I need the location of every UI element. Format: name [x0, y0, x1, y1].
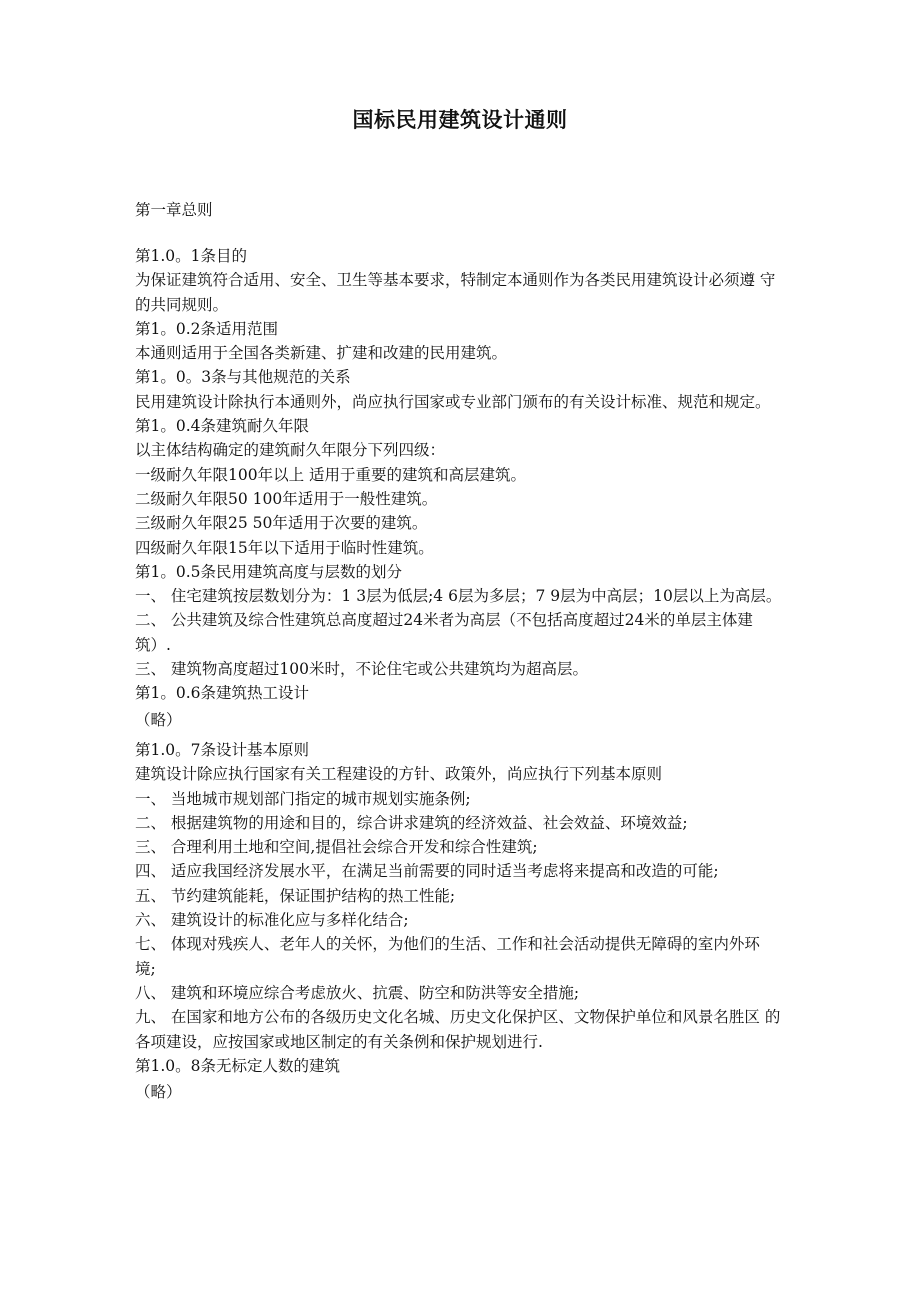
paragraph: 本通则适用于全国各类新建、扩建和改建的民用建筑。 — [135, 344, 508, 363]
clause-heading: 第1。0.6条建筑热工设计 — [135, 684, 310, 703]
list-item: 三、 建筑物高度超过100米时，不论住宅或公共建筑均为超高层。 — [135, 660, 589, 679]
list-item: 七、 体现对残疾人、老年人的关怀，为他们的生活、工作和社会活动提供无障碍的室内外环 境; — [135, 935, 760, 978]
paragraph: 民用建筑设计除执行本通则外，尚应执行国家或专业部门颁布的有关设计标准、规范和规定。 — [135, 392, 771, 411]
list-item: 一、 当地城市规划部门指定的城市规划实施条例; — [135, 789, 471, 808]
paragraph: （略） — [135, 710, 182, 729]
paragraph: 以主体结构确定的建筑耐久年限分下列四级： — [135, 441, 446, 460]
list-item: 五、 节约建筑能耗，保证围护结构的热工性能; — [135, 886, 456, 905]
list-item: 四、 适应我国经济发展水平，在满足当前需要的同时适当考虑将来提高和改造的可能; — [135, 862, 719, 881]
chapter-heading: 第一章总则 — [135, 201, 213, 219]
paragraph: （略） — [135, 1083, 182, 1102]
list-item: 二、 根据建筑物的用途和目的，综合讲求建筑的经济效益、社会效益、环境效益; — [135, 813, 688, 832]
list-item: 二级耐久年限50 100年适用于一般性建筑。 — [135, 489, 438, 508]
list-item: 四级耐久年限15年以下适用于临时性建筑。 — [135, 538, 434, 557]
paragraph: 建筑设计除应执行国家有关工程建设的方针、政策外，尚应执行下列基本原则 — [135, 765, 663, 784]
clause-heading: 第1。0.4条建筑耐久年限 — [135, 417, 310, 436]
clause-heading: 第1。0。3条与其他规范的关系 — [135, 368, 351, 387]
clause-heading: 第1.0。7条设计基本原则 — [135, 740, 310, 759]
clause-heading: 第1.0。8条无标定人数的建筑 — [135, 1056, 341, 1075]
paragraph: 为保证建筑符合适用、安全、卫生等基本要求，特制定本通则作为各类民用建筑设计必须遵 守的共同规则。 — [135, 271, 776, 314]
document-body — [135, 244, 785, 1104]
clause-heading: 第1。0.2条适用范围 — [135, 319, 279, 338]
document-title: 国标民用建筑设计通则 — [352, 108, 568, 132]
list-item: 三、 合理利用土地和空间,提倡社会综合开发和综合性建筑; — [135, 838, 538, 857]
list-item: 三级耐久年限25 50年适用于次要的建筑。 — [135, 514, 428, 533]
list-item: 八、 建筑和环境应综合考虑放火、抗震、防空和防洪等安全措施; — [135, 983, 580, 1002]
list-item: 九、 在国家和地方公布的各级历史文化名城、历史文化保护区、文物保护单位和风景名胜区 的各项建设，应按国家或地区制定的有关条例和保护规划进行. — [135, 1008, 781, 1051]
list-item: 一级耐久年限100年以上 适用于重要的建筑和高层建筑。 — [135, 465, 527, 484]
list-item: 二、 公共建筑及综合性建筑总高度超过24米者为高层（不包括高度超过24米的单层主体建筑）. — [135, 611, 753, 654]
clause-heading: 第1。0.5条民用建筑高度与层数的划分 — [135, 562, 403, 581]
clause-heading: 第1.0。1条目的 — [135, 247, 248, 265]
list-item: 一、 住宅建筑按层数划分为：1 3层为低层;4 6层为多层；7 9层为中高层；10层以上为高层。 — [135, 587, 782, 606]
list-item: 六、 建筑设计的标准化应与多样化结合; — [135, 911, 409, 930]
